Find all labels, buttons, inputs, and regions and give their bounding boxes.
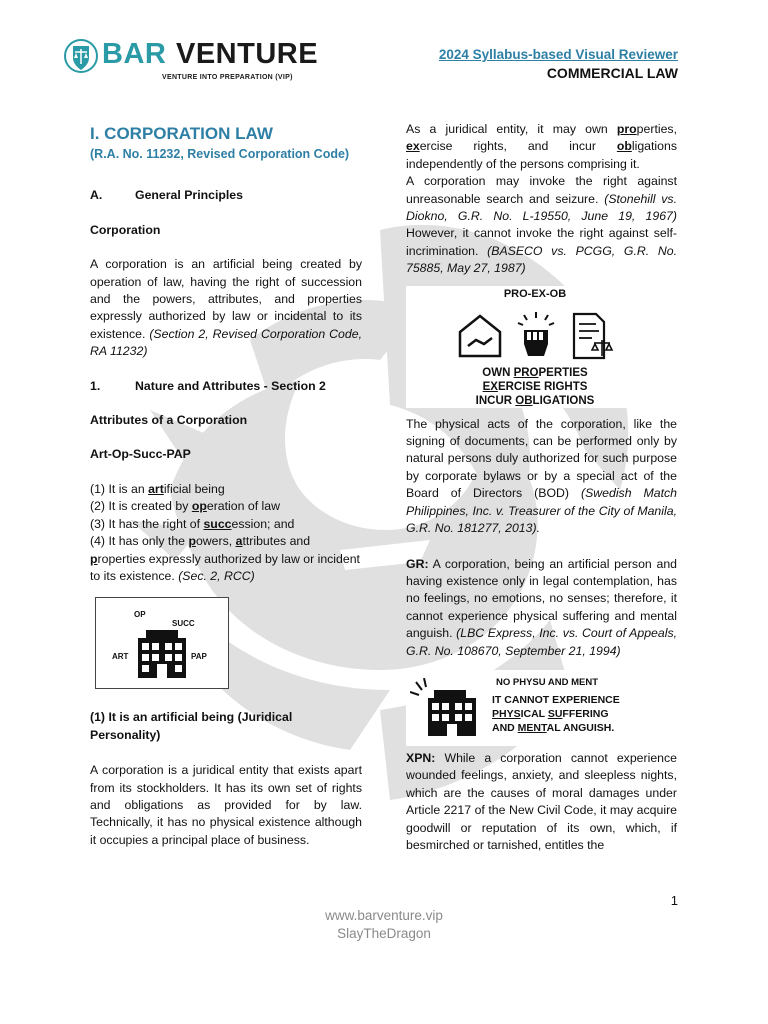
section-a-heading: [90, 187, 362, 204]
attribute-item: (3) It has the right of succession; and: [90, 516, 295, 531]
pro-ex-ob-figure: [406, 286, 664, 408]
page-number: 1: [670, 893, 678, 908]
left-column: [90, 124, 362, 849]
artificial-being-text: A corporation is a juridical entity that exists apart from its stockholders. It has its own set of rights and obligations as provided for by law. Technically, it has no physical existence although it occupies a principal place of business.: [90, 763, 362, 847]
figure-label-succ: SUCC: [172, 619, 195, 629]
figure-line-1: OWN PROPERTIES: [482, 366, 588, 379]
property-fist-document-icons: [456, 310, 616, 360]
figure-label-pap: PAP: [191, 652, 207, 662]
no-physu-and-ment-figure: [406, 670, 626, 746]
search-seizure-paragraph: A corporation may invoke the right against unreasonable search and seizure. (Stonehill vs. Diokno, G.R. No. L-19550, June 19, 1967) However, it cannot invoke the right against self-incrimination. (BASECO vs. PCGG, G.R. No. 75885, May 27, 1987): [406, 174, 677, 276]
corporation-heading: Corporation: [90, 222, 161, 237]
figure-title: NO PHYSU AND MENT: [496, 676, 599, 688]
shield-scales-icon: [64, 38, 98, 76]
footer-slogan: SlayTheDragon: [337, 926, 431, 941]
syllabus-title: 2024 Syllabus-based Visual Reviewer: [438, 47, 678, 62]
section-a-number: A.: [90, 188, 103, 203]
building-icon: [410, 678, 480, 738]
attribute-item: (4) It has only the powers, attributes and properties expressly authorized by law or incident to its existence. (Sec. 2, RCC): [90, 534, 360, 583]
attributes-list: [90, 481, 362, 585]
building-icon: [136, 624, 188, 680]
figure-line-3: AND MENTAL ANGUISH.: [492, 721, 615, 734]
physical-acts-paragraph: The physical acts of the corporation, like the signing of documents, can be performed only by natural persons duly authorized for such purpose by corporate bylaws or by a special act of the Board of Directors (BOD) (Swedish Match Philippines, Inc. v. Treasurer of the City of Manila, G.R. No. 181277, 2013).: [406, 416, 677, 536]
section-1-number: 1.: [90, 378, 101, 393]
attribute-item: (2) It is created by operation of law: [90, 499, 280, 514]
footer-url[interactable]: www.barventure.vip: [325, 908, 443, 923]
artificial-being-heading: (1) It is an artificial being (Juridical Personality): [90, 710, 293, 742]
figure-label-op: OP: [134, 610, 146, 620]
figure-label-art: ART: [112, 652, 129, 662]
xpn-label: XPN:: [406, 750, 436, 765]
mnemonic-heading: Art-Op-Succ-PAP: [90, 447, 191, 462]
page-header: [60, 36, 680, 86]
figure-line-1: IT CANNOT EXPERIENCE: [492, 693, 620, 706]
figure-line-2: PHYSICAL SUFFERING: [492, 707, 609, 720]
section-a-title: General Principles: [135, 188, 243, 203]
section-title: I. CORPORATION LAW: [90, 124, 273, 143]
figure-title: PRO-EX-OB: [503, 287, 567, 300]
general-rule-paragraph: GR: A corporation, being an artificial person and having existence only in legal contemplation, has no feelings, no emotions, no senses; therefore, it cannot experience physical suffering and mental anguish. (LBC Express, Inc. vs. Court of Appeals, G.R. No. 108670, September 21, 1994): [406, 556, 678, 658]
section-subtitle: (R.A. No. 11232, Revised Corporation Code): [90, 147, 350, 161]
brand-tagline: VENTURE INTO PREPARATION (VIP): [162, 74, 293, 81]
attributes-heading: Attributes of a Corporation: [90, 413, 248, 428]
corporation-definition: A corporation is an artificial being created by operation of law, having the right of succession and the powers, attributes, and properties expressly authorized by law or incidental to its existence. (Section 2, Revised Corporation Code, RA 11232): [90, 257, 362, 359]
section-1-title: Nature and Attributes - Section 2: [135, 378, 326, 393]
art-op-succ-pap-figure: [95, 597, 229, 689]
brand-venture-text: VENTURE: [176, 38, 319, 70]
section-1-heading: [90, 378, 362, 395]
juridical-entity-paragraph: As a juridical entity, it may own properties, exercise rights, and incur obligations independently of the persons comprising it.: [406, 122, 677, 171]
attribute-item: (1) It is an artificial being: [90, 481, 225, 496]
brand-bar-text: BAR: [102, 38, 167, 70]
exception-paragraph: XPN: While a corporation cannot experience wounded feelings, anxiety, and sleepless nights, which are the causes of moral damages under Article 2217 of the New Civil Code, it may acquire goodwill or reputation of its own, which, if besmirched or tarnished, entitles the: [406, 750, 677, 852]
barventure-logo: [60, 36, 319, 86]
gr-label: GR:: [406, 556, 429, 571]
right-column: [406, 121, 677, 854]
figure-line-2: EXERCISE RIGHTS: [482, 380, 588, 393]
subject-title: COMMERCIAL LAW: [546, 65, 678, 81]
figure-line-3: INCUR OBLIGATIONS: [475, 394, 595, 407]
